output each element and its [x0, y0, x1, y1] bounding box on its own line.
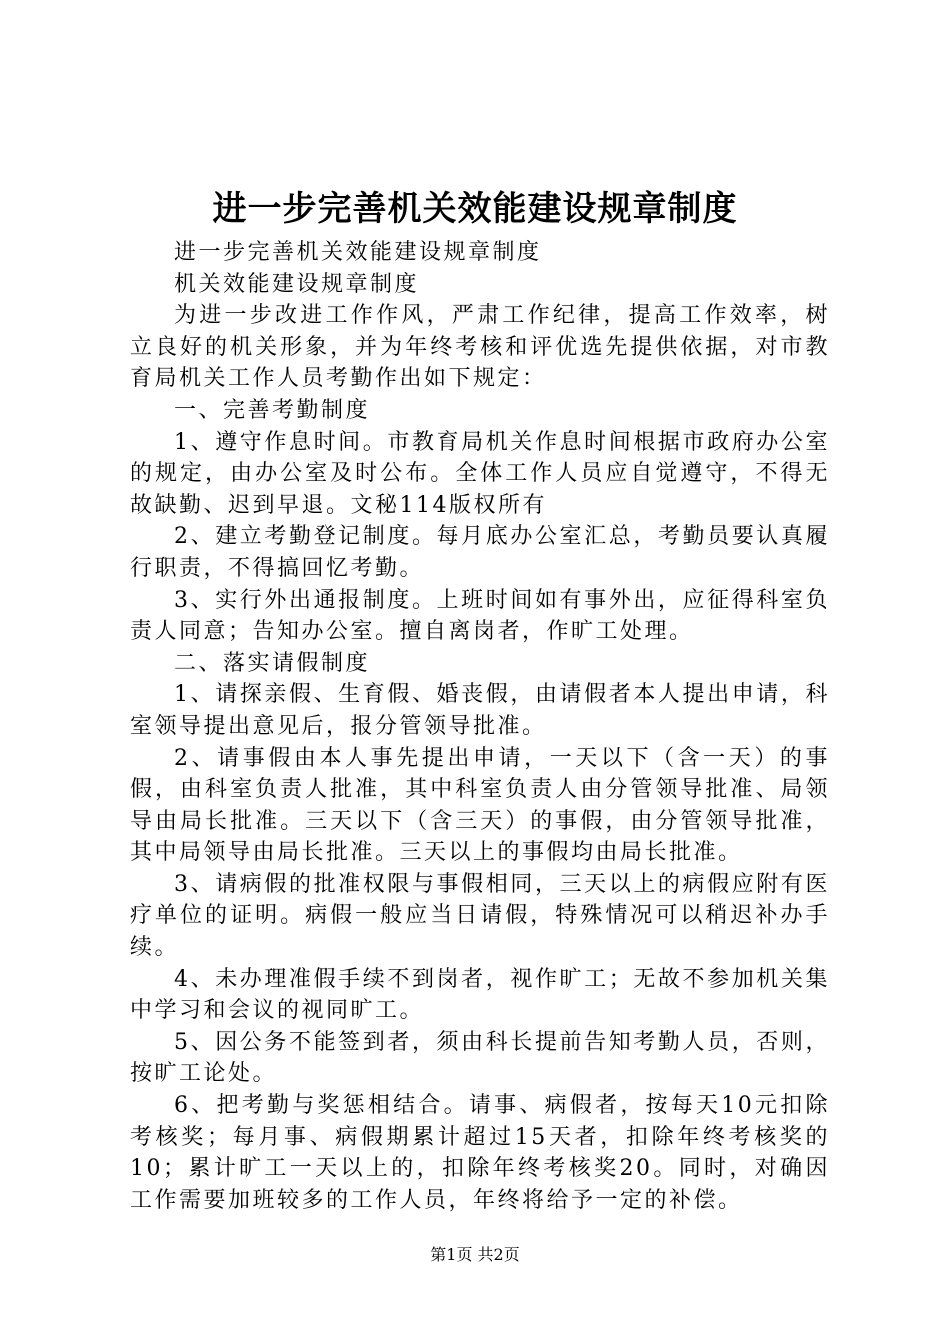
paragraph-item: 2、建立考勤登记制度。每月底办公室汇总，考勤员要认真履行职责，不得搞回忆考勤。	[130, 524, 830, 581]
section-heading-leave: 二、落实请假制度	[174, 650, 371, 676]
paragraph-heading: 机关效能建设规章制度	[174, 271, 420, 297]
document-body	[130, 237, 830, 1216]
paragraph-item: 3、实行外出通报制度。上班时间如有事外出，应征得科室负责人同意；告知办公室。擅自离岗者，作旷工处理。	[130, 587, 830, 645]
page-number-footer: 第1页 共2页	[430, 1245, 520, 1264]
paragraph-item: 1、遵守作息时间。市教育局机关作息时间根据市政府办公室的规定，由办公室及时公布。全体工作人员应自觉遵守，不得无故缺勤、迟到早退。文秘114版权所有	[130, 429, 830, 518]
paragraph-subtitle: 进一步完善机关效能建设规章制度	[174, 240, 542, 265]
paragraph-item: 5、因公务不能签到者，须由科长提前告知考勤人员，否则，按旷工论处。	[130, 1029, 830, 1087]
paragraph-item: 1、请探亲假、生育假、婚丧假，由请假者本人提出申请，科室领导提出意见后，报分管领导批准。	[130, 682, 830, 739]
paragraph-intro: 为进一步改进工作作风，严肃工作纪律，提高工作效率，树立良好的机关形象，并为年终考核和评优选先提供依据，对市教育局机关工作人员考勤作出如下规定：	[130, 303, 830, 392]
section-heading-attendance: 一、完善考勤制度	[174, 397, 371, 423]
page-title: 进一步完善机关效能建设规章制度	[212, 189, 738, 229]
paragraph-item: 4、未办理准假手续不到岗者，视作旷工；无故不参加机关集中学习和会议的视同旷工。	[130, 966, 830, 1024]
paragraph-item: 2、请事假由本人事先提出申请，一天以下（含一天）的事假，由科室负责人批准，其中科室负责人由分管领导批准、局领导由局长批准。三天以下（含三天）的事假，由分管领导批准，其中局领导由局长批准。三天以上的事假均由局长批准。	[130, 745, 830, 866]
paragraph-item: 3、请病假的批准权限与事假相同，三天以上的病假应附有医疗单位的证明。病假一般应当日请假，特殊情况可以稍迟补办手续。	[130, 871, 830, 961]
paragraph-item: 6、把考勤与奖惩相结合。请事、病假者，按每天10元扣除考核奖；每月事、病假期累计超过15天者，扣除年终考核奖的10；累计旷工一天以上的，扣除年终考核奖20。同时，对确因工作需要加班较多的工作人员，年终将给予一定的补偿。	[130, 1093, 830, 1213]
